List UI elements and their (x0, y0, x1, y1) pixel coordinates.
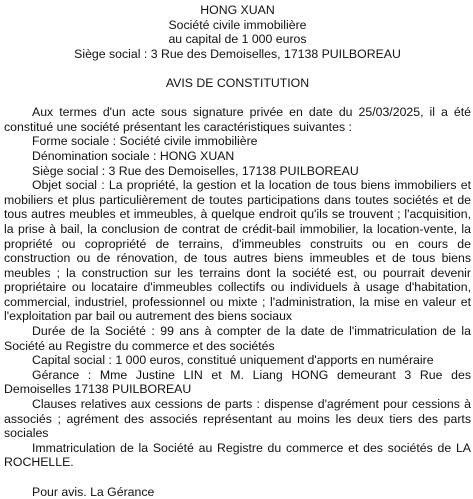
transfer-clauses: Clauses relatives aux cessions de parts : dispense d'agrément pour cessions à associés ; agrément des associés représentant au moins les deux tiers des parts sociales (4, 397, 471, 441)
management: Gérance : Mme Justine LIN et M. Liang HONG demeurant 3 Rue des Demoiselles 17138 PUILBOREAU (4, 367, 471, 397)
company-denomination: Dénomination sociale : HONG XUAN (32, 148, 235, 163)
share-capital: Capital social : 1 000 euros, constitué uniquement d'apports en numéraire (32, 353, 434, 368)
company-name: HONG XUAN (200, 3, 275, 17)
spacer (4, 470, 471, 485)
notice-title: AVIS DE CONSTITUTION (165, 75, 310, 90)
intro-paragraph: Aux termes d'un acte sous signature privée en date du 25/03/2025, il a été constitué une société présentant les caractéristiques suivantes : (4, 105, 471, 134)
legal-form: Forme sociale : Société civile immobilière (32, 134, 258, 149)
corporate-purpose: Objet social : La propriété, la gestion et la location de tous biens immobiliers et mobiliers et plus particulièrement de toutes participations dans toutes sociétés et de tous autres meubles et immeubles, à quelque endroit qu'ils se trouvent ; l'acquisition, la prise à bail, la conclusion de contrat de crédit-bail immobilier, la location-vente, la propriété ou copropriété de terrains, d'immeubles construits ou en cours de construction ou de rénovation, de tous autres biens immeubles et de tous biens meubles ; la construction sur les terrains dont la société est, ou pourrait devenir propriétaire ou locataire d'immeubles collectifs ou individuels à usage d'habitation, commercial, industriel, professionnel ou mixte ; l'administration, la mise en valeur et l'exploitation par bail ou autrement des biens sociaux (4, 178, 471, 324)
company-type: Société civile immobilière (168, 17, 307, 32)
spacer (4, 91, 471, 106)
capital-line: au capital de 1 000 euros (168, 32, 307, 47)
registered-office: Siège social : 3 Rue des Demoiselles, 17138 PUILBOREAU (32, 163, 359, 178)
registration: Immatriculation de la Société au Registre du commerce et des sociétés de LA ROCHELLE. (4, 440, 471, 470)
registered-office-line: Siège social : 3 Rue des Demoiselles, 17138 PUILBOREAU (74, 46, 401, 61)
company-duration: Durée de la Société : 99 ans à compter de la date de l'immatriculation de la Société au Registre du commerce et des sociétés (4, 324, 471, 353)
spacer (4, 61, 471, 76)
closing-signature: Pour avis. La Gérance (32, 484, 155, 499)
